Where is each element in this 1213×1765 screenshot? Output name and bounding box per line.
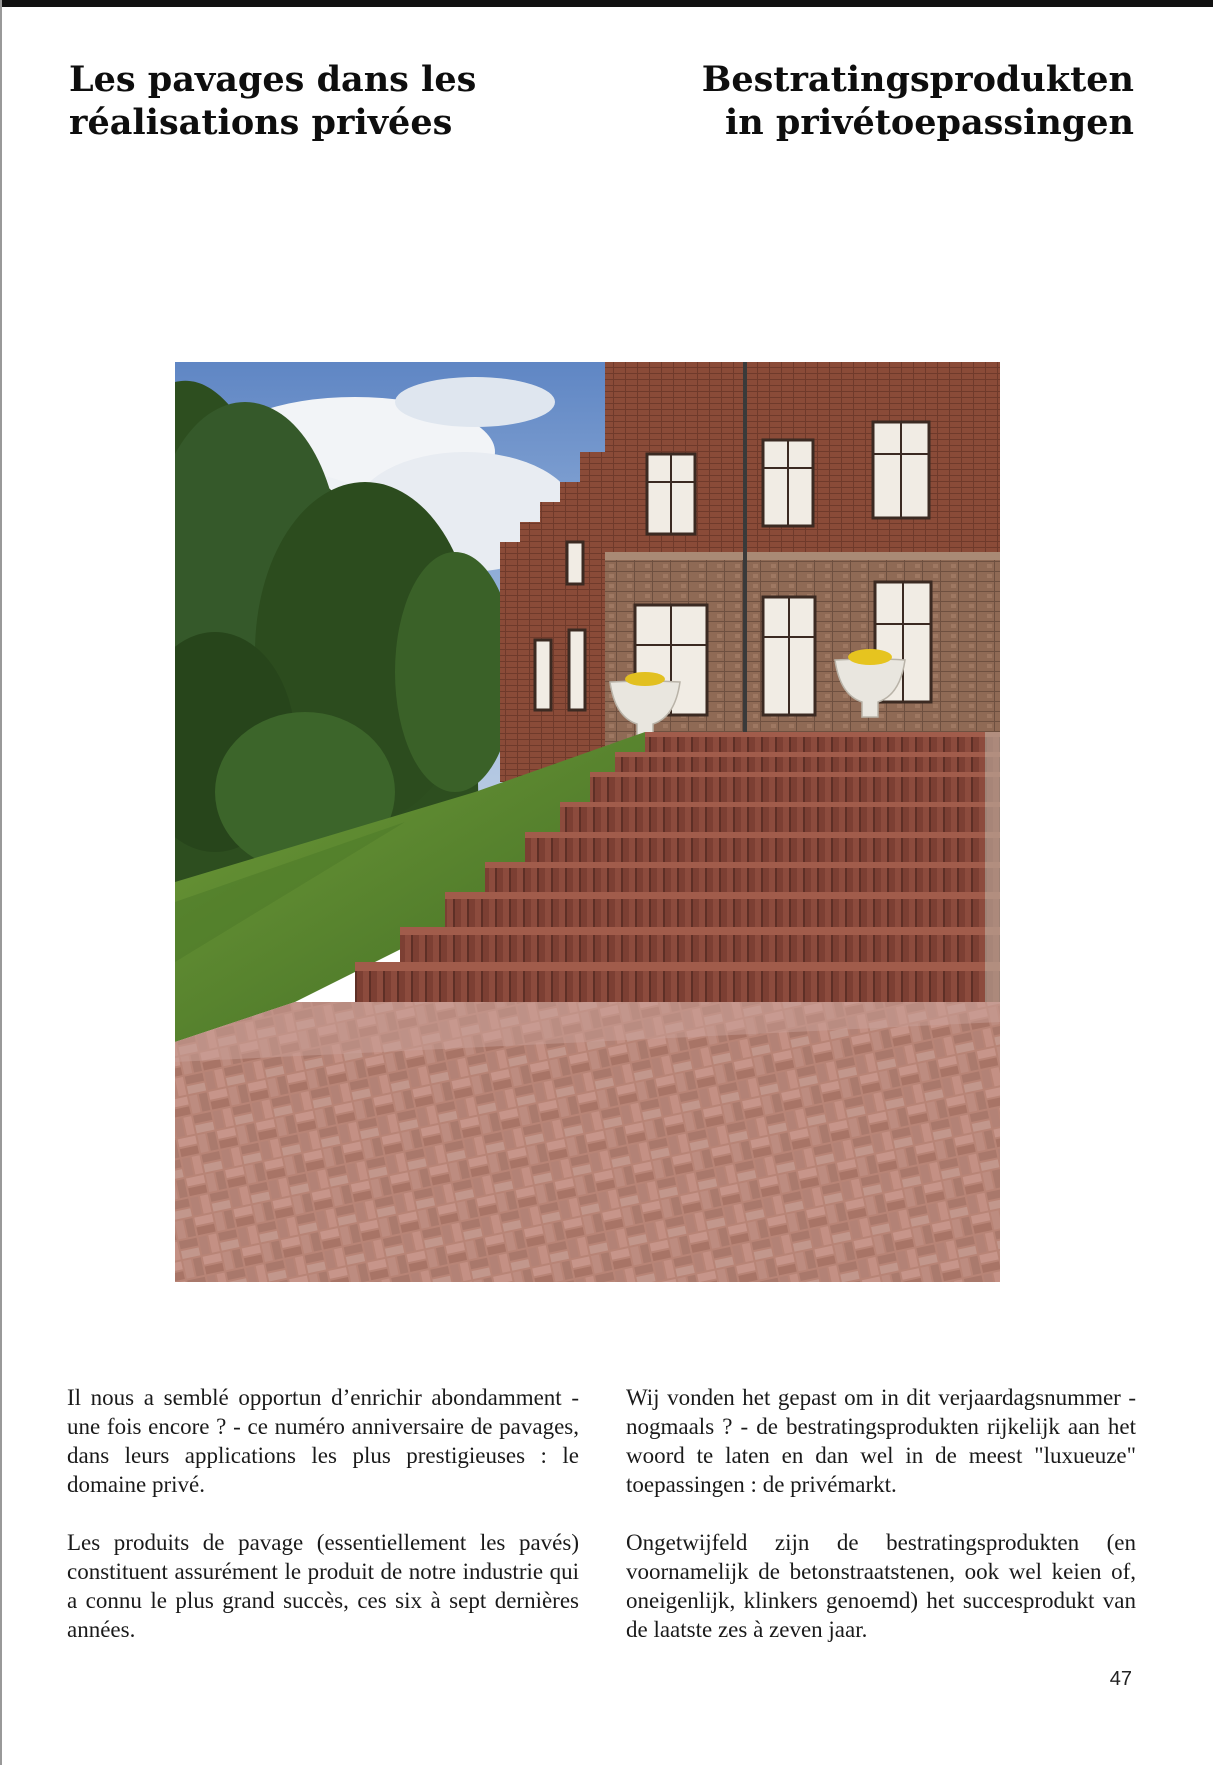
photo-manor-staircase (175, 362, 1000, 1282)
title-dutch: Bestratingsprodukten in privétoepassingen (701, 59, 1134, 143)
text-column-dutch (626, 1383, 1136, 1673)
paragraph-nl-2: Ongetwijfeld zijn de bestratingsprodukten (en voornamelijk de betonstraatstenen, ook wel keien of, oneigenlijk, klinkers genoemd) het succesprodukt van de laatste zes à zeven jaar. (626, 1530, 1136, 1642)
paragraph-fr-1: Il nous a semblé opportun d’enrichir abondamment - une fois encore ? - ce numéro anniversaire de pavages, dans leurs applications les plus prestigieuses : le domaine privé. (67, 1385, 579, 1497)
text-column-french (67, 1383, 579, 1673)
paragraph-fr-2: Les produits de pavage (essentiellement les pavés) constituent assurément le produit de notre industrie qui a connu le plus grand succès, ces six à sept dernières années. (67, 1530, 579, 1642)
left-edge (0, 0, 2, 1765)
page-number: 47 (1109, 1668, 1132, 1690)
paragraph-nl-1: Wij vonden het gepast om in dit verjaardagsnummer - nogmaals ? - de bestratingsprodukten rijkelijk aan het woord te laten en dan wel in de meest "luxueuze" toepassingen : de privémarkt. (626, 1385, 1136, 1497)
title-french: Les pavages dans les réalisations privées (69, 59, 477, 143)
top-border (0, 0, 1213, 7)
